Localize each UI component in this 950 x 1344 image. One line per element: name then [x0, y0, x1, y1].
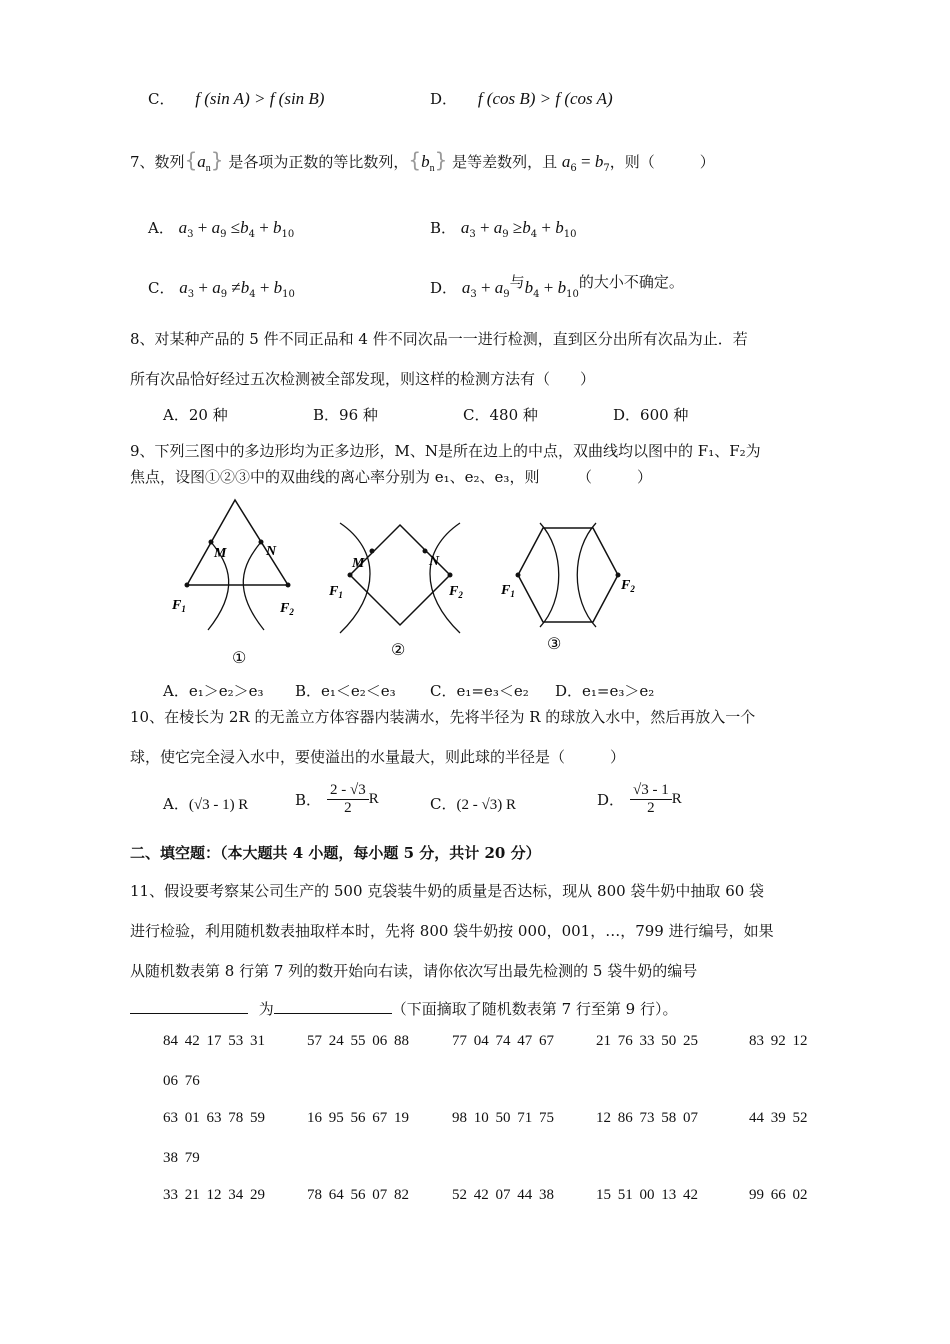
figure-rhombus [325, 515, 475, 665]
hyperbola-right-branch [577, 523, 596, 627]
label-n: N [266, 544, 277, 559]
q9-option-b: B．e₁＜e₂＜e₃ [295, 682, 396, 700]
focus-f1-dot [185, 583, 190, 588]
point-n-dot [259, 540, 264, 545]
q8-line1: 8、对某种产品的 5 件不同正品和 4 件不同次品一一进行检测，直到区分出所有次品为止．若 [130, 330, 748, 348]
point-m-dot [209, 540, 214, 545]
q7-option-d: D． $a_3 + a_9$与$b_4 + b_{10}$的大小不确定。 [430, 273, 684, 300]
hyperbola-left-branch [540, 523, 559, 627]
answer-blank-1[interactable] [130, 999, 248, 1014]
q9-option-a: A．e₁＞e₂＞e₃ [163, 682, 264, 700]
q10-option-c: C．(2 - √3) R [430, 795, 516, 813]
q6-option-d: D． f (cos B) > f (cos A) [430, 89, 613, 108]
q8-option-a: A．20 种 [163, 406, 228, 424]
figure-1-label: ① [232, 650, 247, 667]
answer-blank-2[interactable] [274, 999, 392, 1014]
q8-option-b: B．96 种 [313, 406, 378, 424]
focus-f2-dot [616, 573, 621, 578]
q9-line1: 9、下列三图中的多边形均为正多边形，M、N是所在边上的中点，双曲线均以图中的 F₁、F₂为 [130, 442, 761, 460]
q10-option-b: B． $\frac{2 - √3}{2}$ R [295, 782, 379, 816]
q7-option-a: A． $a_3 + a_9 \le b_4 + b_{10}$ [148, 218, 295, 240]
focus-f2-dot [286, 583, 291, 588]
label-f2: $F_2$ [280, 601, 294, 617]
point-n-dot [423, 549, 428, 554]
q10-line2: 球，使它完全浸入水中，要使溢出的水量最大，则此球的半径是（ ） [130, 748, 626, 766]
rhombus-shape [350, 525, 450, 625]
label-n: N [429, 554, 440, 569]
figure-hexagon [495, 515, 655, 665]
q9-option-d: D．e₁=e₃＞e₂ [555, 682, 655, 700]
q11-answer-line: 为 （下面摘取了随机数表第 7 行至第 9 行）。 [130, 998, 677, 1019]
focus-f1-dot [348, 573, 353, 578]
label-f1: $F_1$ [501, 583, 515, 599]
focus-f2-dot [448, 573, 453, 578]
q6-c-expression: f (sin A) > f (sin B) [195, 89, 325, 108]
section-2-heading: 二、填空题：（本大题共 4 小题，每小题 5 分，共计 20 分） [130, 844, 541, 862]
hyperbola-right-branch [430, 523, 460, 633]
focus-f1-dot [516, 573, 521, 578]
figure-3-label: ③ [547, 636, 562, 653]
q11-line2: 进行检验，利用随机数表抽取样本时，先将 800 袋牛奶按 000，001，…，799 进行编号，如果 [130, 922, 774, 940]
q7-option-c: C． $a_3 + a_9 \ne b_4 + b_{10}$ [148, 278, 295, 300]
q8-line2: 所有次品恰好经过五次检测被全部发现，则这样的检测方法有（ ） [130, 370, 596, 388]
q6-d-expression: f (cos B) > f (cos A) [477, 89, 613, 108]
q10-option-a: A．(√3 - 1) R [163, 795, 249, 813]
label-f1: $F_1$ [329, 584, 343, 600]
label-m: M [214, 546, 227, 561]
q7-option-b: B． $a_3 + a_9 \ge b_4 + b_{10}$ [430, 218, 577, 240]
q10-line1: 10、在棱长为 2R 的无盖立方体容器内装满水，先将半径为 R 的球放入水中，然后再放入一个 [130, 708, 756, 726]
q9-option-c: C．e₁=e₃＜e₂ [430, 682, 529, 700]
q6-option-c: C． f (sin A) > f (sin B) [148, 89, 325, 108]
triangle-shape [187, 500, 288, 585]
point-m-dot [370, 549, 375, 554]
label-f1: $F_1$ [172, 598, 186, 614]
figure-triangle [160, 495, 310, 675]
q8-option-d: D．600 种 [613, 406, 689, 424]
q7-stem: 7、数列$\{a_n\}$ 是各项为正数的等比数列，$\{b_n\}$ 是等差数列，且 $a_6 = b_7$，则（ ） [130, 148, 715, 174]
label-f2: $F_2$ [449, 584, 463, 600]
q10-option-d: D． $\frac{√3 - 1}{2}$ R [597, 782, 682, 816]
label-f2: $F_2$ [621, 578, 635, 594]
hexagon-shape [518, 528, 618, 622]
hyperbola-left-branch [340, 523, 370, 633]
figure-2-label: ② [391, 642, 406, 659]
q9-line2: 焦点，设图①②③中的双曲线的离心率分别为 e₁、e₂、e₃，则 （ ） [130, 468, 652, 486]
hyperbola-right-branch [243, 542, 264, 630]
q11-line1: 11、假设要考察某公司生产的 500 克袋装牛奶的质量是否达标，现从 800 袋牛奶中抽取 60 袋 [130, 882, 765, 900]
label-m: M [352, 556, 365, 571]
q8-option-c: C．480 种 [463, 406, 538, 424]
q11-line3: 从随机数表第 8 行第 7 列的数开始向右读，请你依次写出最先检测的 5 袋牛奶的编号 [130, 962, 698, 980]
